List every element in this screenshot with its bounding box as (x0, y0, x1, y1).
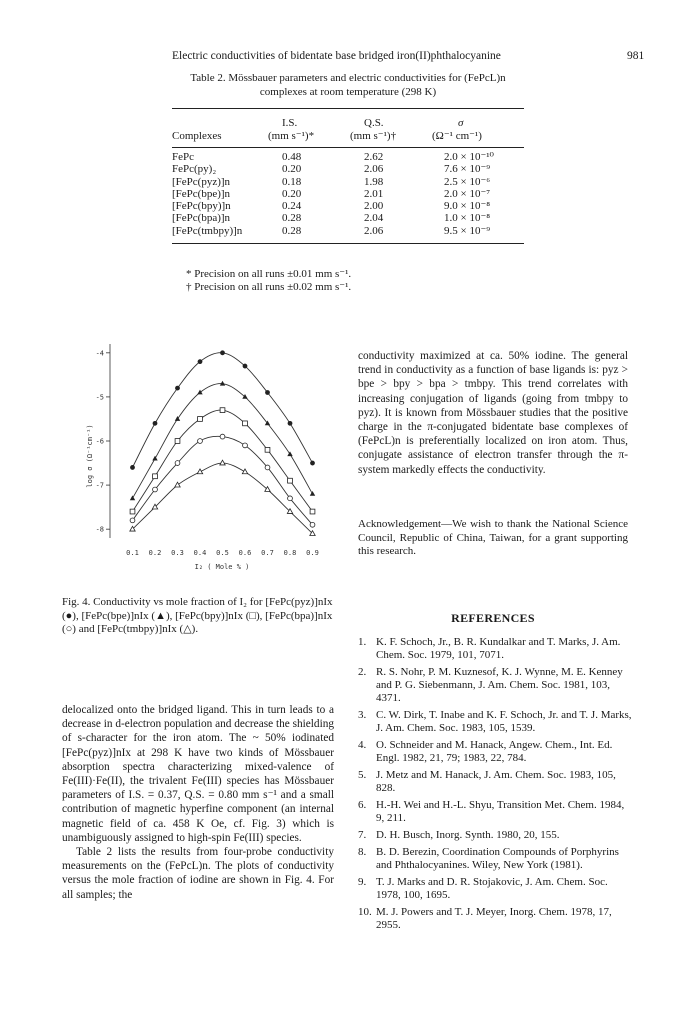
table-cell-sigma: 7.6 × 10⁻⁹ (444, 163, 491, 176)
data-point-open-square (243, 421, 248, 426)
table-cell-qs: 2.00 (364, 200, 384, 213)
data-point-filled-triangle (130, 495, 135, 500)
reference-text: T. J. Marks and D. R. Stojakovic, J. Am. Chem. Soc. 1978, 100, 1695. (376, 876, 608, 901)
reference-number: 10. (358, 906, 372, 918)
reference-item (358, 739, 633, 765)
reference-text: J. Metz and M. Hanack, J. Am. Chem. Soc. 1983, 105, 828. (376, 769, 616, 794)
table-cell-qs: 2.04 (364, 212, 384, 225)
reference-number: 2. (358, 666, 367, 678)
y-tick-label: -7 (95, 481, 104, 490)
reference-number: 7. (358, 829, 367, 841)
table-row (172, 176, 524, 188)
table-row (172, 188, 524, 200)
reference-number: 9. (358, 876, 367, 888)
x-tick-label: 0.8 (283, 549, 297, 557)
y-tick-label: -5 (95, 393, 104, 402)
table-cell-qs: 2.62 (364, 151, 384, 163)
table-footnotes (186, 268, 351, 294)
data-point-open-circle (265, 465, 270, 470)
reference-text: D. H. Busch, Inorg. Synth. 1980, 20, 155. (376, 829, 560, 841)
acknowledgement: Acknowledgement—We wish to thank the National Science Council, Republic of China, Taiwan, for a grant supporting this research. (358, 518, 628, 558)
table-cell-complex: [FePc(pyz)]n (172, 175, 231, 188)
col-header-qs: Q.S. (mm s⁻¹)† (350, 117, 397, 142)
x-axis-label: I₂ ( Mole % ) (194, 563, 250, 571)
reference-number: 3. (358, 709, 367, 721)
col-header-complexes: Complexes (172, 130, 222, 142)
table-cell-is: 0.20 (282, 163, 302, 176)
reference-number: 5. (358, 769, 367, 781)
y-tick-label: -6 (95, 437, 104, 446)
col-header-is: I.S. (mm s⁻¹)* (268, 117, 315, 142)
running-title: Electric conductivities of bidentate base bridged iron(II)phthalocyanine (172, 50, 501, 62)
reference-text: B. D. Berezin, Coordination Compounds of Porphyrins and Phthalocyanines. Wiley, New York (1981). (376, 846, 619, 871)
x-tick-label: 0.9 (306, 549, 319, 557)
right-column-paragraph: conductivity maximized at ca. 50% iodine. The general trend in conductivity as a function of base ligands is: pyz > bpe > bpy > bpa > tmbpy. This trend correlates with increasing conjugation of ligands (going from tmbpy to pyz). It is known from Mössbauer studies that the positive charge in the π-conjugated bidentate base complexes of (FePcL)n is preferentially localized on iron atom. Thus, conjugate assistance of electron transfer through the π-system markedly effects the conductivity. (358, 350, 628, 476)
reference-number: 1. (358, 636, 367, 648)
data-point-open-triangle (220, 460, 225, 465)
col-header-sigma: σ (Ω⁻¹ cm⁻¹) (432, 117, 482, 142)
reference-number: 6. (358, 799, 367, 811)
table-caption-line2: complexes at room temperature (298 K) (259, 86, 437, 98)
data-point-open-circle (243, 443, 248, 448)
reference-number: 8. (358, 846, 367, 858)
table-cell-complex: [FePc(bpy)]n (172, 200, 231, 213)
data-point-filled-circle (265, 390, 270, 395)
data-point-open-square (220, 408, 225, 413)
reference-text: M. J. Powers and T. J. Meyer, Inorg. Chem. 1978, 17, 2955. (376, 906, 612, 931)
table-cell-complex: [FePc(bpe)]n (172, 187, 231, 200)
table-row (172, 200, 524, 212)
table-cell-is: 0.20 (282, 187, 302, 200)
table-caption-line1: Table 2. Mössbauer parameters and electric conductivities for (FePcL)n (190, 72, 506, 84)
data-point-filled-triangle (310, 491, 315, 496)
data-point-open-circle (310, 522, 315, 527)
x-tick-label: 0.7 (261, 549, 274, 557)
table-cell-is: 0.28 (282, 224, 302, 237)
table-caption (172, 71, 524, 99)
conductivity-chart (80, 338, 342, 578)
series-line-open-triangle (133, 463, 313, 534)
data-point-open-circle (175, 461, 180, 466)
x-tick-label: 0.1 (126, 549, 139, 557)
table-cell-is: 0.18 (282, 175, 302, 188)
table-cell-qs: 2.01 (364, 187, 384, 200)
data-point-filled-triangle (197, 390, 202, 395)
page-number: 981 (627, 50, 645, 62)
table-cell-sigma: 9.5 × 10⁻⁹ (444, 224, 491, 237)
table-row (172, 225, 524, 237)
table-cell-sigma: 2.5 × 10⁻⁶ (444, 175, 491, 188)
reference-item (358, 636, 633, 662)
table-cell-qs: 2.06 (364, 163, 384, 176)
data-point-open-square (175, 439, 180, 444)
data-point-open-triangle (242, 469, 247, 474)
figure-caption: Fig. 4. Conductivity vs mole fraction of I₂ for [FePc(pyz)]nIx (●), [FePc(bpe)]nIx (▲), [FePc(bpy)]nIx (□), [FePc(bpa)]nIx (○) and [FePc(tmbpy)]nIx (△). (62, 596, 333, 636)
data-point-open-triangle (175, 482, 180, 487)
table-cell-qs: 1.98 (364, 175, 384, 188)
table-cell-complex: [FePc(bpa)]n (172, 212, 231, 225)
data-point-filled-triangle (152, 456, 157, 461)
table-cell-sigma: 9.0 × 10⁻⁸ (444, 200, 491, 213)
table-cell-qs: 2.06 (364, 224, 384, 237)
data-point-filled-circle (175, 386, 180, 391)
reference-item (358, 799, 633, 825)
table-row (172, 212, 524, 224)
x-tick-label: 0.4 (193, 549, 207, 557)
reference-item (358, 876, 633, 902)
table-cell-sigma: 1.0 × 10⁻⁸ (444, 212, 491, 225)
y-tick-label: -8 (95, 525, 104, 534)
footnote-is: * Precision on all runs ±0.01 mm s⁻¹. (186, 268, 352, 280)
series-line-filled-triangle (133, 384, 313, 499)
data-point-open-square (198, 417, 203, 422)
table-row (172, 151, 524, 163)
reference-text: R. S. Nohr, P. M. Kuznesof, K. J. Wynne, M. E. Kenney and P. G. Siebenmann, J. Am. Chem. Soc. 1981, 103, 4371. (376, 666, 623, 704)
reference-number: 4. (358, 739, 367, 751)
x-tick-label: 0.2 (148, 549, 162, 557)
data-point-filled-circle (243, 364, 248, 369)
y-axis-label: log σ (Ω⁻¹cm⁻¹) (86, 424, 94, 488)
references-heading: REFERENCES (451, 611, 535, 625)
reference-item (358, 846, 633, 872)
data-point-open-square (265, 447, 270, 452)
data-point-open-square (130, 509, 135, 514)
data-point-open-circle (288, 496, 293, 501)
table-cell-complex: FePc (172, 151, 194, 163)
left-paragraph-1: delocalized onto the bridged ligand. This in turn leads to a decrease in d-electron population and decrease the shielding of s-character for the iron atom. The ~ 50% iodinated [FePc(pyz)]nIx at 298 K have two kinds of Mössbauer absorption spectra characterizing mixed-valence of Fe(III)·Fe(II), the trivalent Fe(III) species has Mössbauer parameters of I.S. = 0.37, Q.S. = 0.80 mm s⁻¹ and a small contribution of magnetic hyperfine component (an internal magnetic field of ca. 458 K Oe, cf. Fig. 3) which is unambiguously assigned to high-spin Fe(III) species. (62, 704, 334, 844)
reference-item (358, 769, 633, 795)
data-point-filled-circle (198, 359, 203, 364)
data-point-open-square (153, 474, 158, 479)
table-cell-is: 0.28 (282, 212, 302, 225)
reference-item (358, 906, 633, 932)
reference-item (358, 829, 633, 842)
table-cell-complex: FePc(py)₂ (172, 163, 217, 176)
x-tick-label: 0.5 (216, 549, 229, 557)
table-cell-is: 0.24 (282, 200, 302, 213)
reference-text: C. W. Dirk, T. Inabe and K. F. Schoch, Jr. and T. J. Marks, J. Am. Chem. Soc. 1983, 105, 1539. (376, 709, 632, 734)
data-point-open-square (288, 478, 293, 483)
data-point-open-square (310, 509, 315, 514)
data-point-open-circle (198, 439, 203, 444)
reference-text: O. Schneider and M. Hanack, Angew. Chem., Int. Ed. Engl. 1982, 21, 79; 1983, 22, 784. (376, 739, 613, 764)
references-list (358, 636, 633, 936)
table-cell-complex: [FePc(tmbpy)]n (172, 224, 243, 237)
x-tick-label: 0.6 (238, 549, 252, 557)
y-tick-label: -4 (95, 349, 104, 358)
x-tick-label: 0.3 (171, 549, 184, 557)
reference-item (358, 666, 633, 705)
table-row (172, 163, 524, 175)
mossbauer-table (172, 108, 524, 244)
data-point-filled-circle (288, 421, 293, 426)
data-point-filled-circle (310, 461, 315, 466)
data-point-open-circle (153, 487, 158, 492)
footnote-qs: † Precision on all runs ±0.02 mm s⁻¹. (186, 281, 352, 293)
left-column-text (62, 703, 334, 902)
data-point-filled-circle (153, 421, 158, 426)
data-point-filled-circle (130, 465, 135, 470)
table-cell-sigma: 2.0 × 10⁻⁷ (444, 187, 491, 200)
reference-text: H.-H. Wei and H.-L. Shyu, Transition Met. Chem. 1984, 9, 211. (376, 799, 625, 824)
data-point-filled-circle (220, 350, 225, 355)
data-point-open-circle (220, 434, 225, 439)
left-paragraph-2: Table 2 lists the results from four-probe conductivity measurements on the (FePcL)n. The plots of conductivity versus the mole fraction of iodine are shown in Fig. 4. For all samples; the (62, 846, 334, 901)
table-cell-is: 0.48 (282, 151, 302, 163)
table-cell-sigma: 2.0 × 10⁻¹⁰ (444, 151, 494, 163)
reference-text: K. F. Schoch, Jr., B. R. Kundalkar and T. Marks, J. Am. Chem. Soc. 1979, 101, 7071. (376, 636, 621, 661)
data-point-open-circle (130, 518, 135, 523)
reference-item (358, 709, 633, 735)
